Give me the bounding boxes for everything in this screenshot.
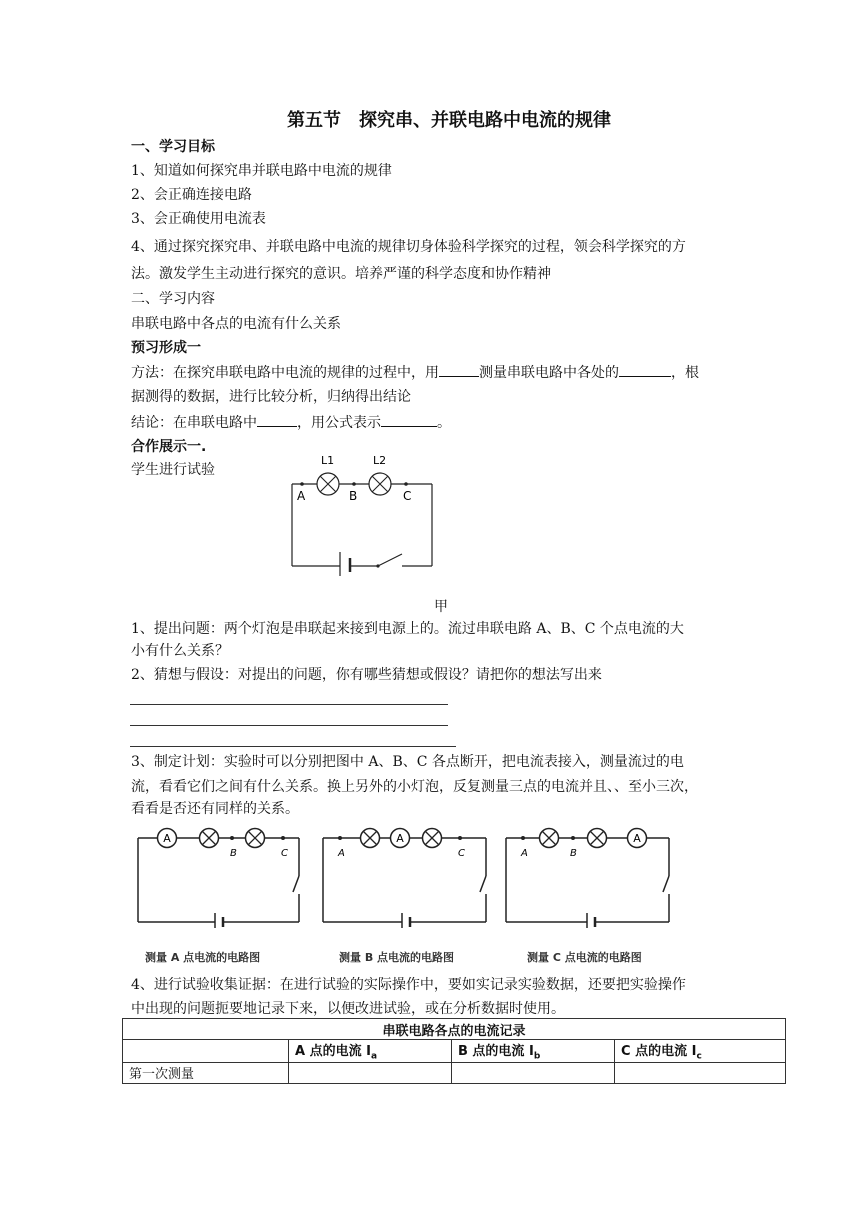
circuit-caption: 测量 B 点电流的电路图 [339, 951, 455, 964]
table-cell[interactable] [615, 1062, 786, 1083]
point-label-a: A [297, 489, 306, 503]
conclusion-blank-2[interactable] [381, 412, 437, 427]
table-title: 串联电路各点的电流记录 [123, 1019, 786, 1040]
svg-text:B: B [230, 848, 237, 859]
series-circuit-diagram [282, 448, 442, 580]
table-header-empty [123, 1040, 289, 1063]
question-3: 3、制定计划：实验时可以分别把图中 A、B、C 各点断开，把电流表接入，测量流过的电 [131, 754, 684, 770]
circuit-caption: 测量 C 点电流的电路图 [527, 951, 642, 964]
table-cell[interactable] [289, 1062, 452, 1083]
conclusion-line: 结论：在串联电路中 ，用公式表示 。 [131, 412, 451, 433]
method-line-2: 据测得的数据，进行比较分析，归纳得出结论 [131, 389, 411, 405]
goal-item: 4、通过探究探究串、并联电路中电流的规律切身体验科学探究的过程，领会科学探究的方 [131, 239, 686, 255]
page-title: 第五节 探究串、并联电路中电流的规律 [287, 110, 611, 131]
switch-lever [378, 554, 402, 566]
svg-text:B: B [570, 848, 577, 859]
coop-heading: 合作展示一. [131, 439, 207, 455]
svg-text:A: A [338, 848, 345, 859]
svg-text:A: A [163, 832, 171, 845]
question-1: 1、提出问题：两个灯泡是串联起来接到电源上的。流过串联电路 A、B、C 个点电流的大 [131, 621, 684, 637]
goal-item: 1、知道如何探究串并联电路中电流的规律 [131, 163, 392, 179]
svg-text:C: C [458, 848, 465, 859]
question-2: 2、猜想与假设：对提出的问题，你有哪些猜想或假设？请把你的想法写出来 [131, 667, 602, 683]
lamp-label-l2: L2 [373, 454, 387, 467]
goal-item: 2、会正确连接电路 [131, 187, 252, 203]
svg-text:A: A [396, 832, 404, 845]
table-header-b: B 点的电流 $I_b$ [452, 1040, 615, 1063]
goal-item: 法。激发学生主动进行探究的意识。培养严谨的科学态度和协作精神 [131, 266, 551, 282]
preview-heading: 预习形成一 [131, 340, 201, 356]
answer-line[interactable] [130, 725, 448, 726]
circuit-diagram-measure-a [133, 826, 305, 928]
table-row-label: 第一次测量 [123, 1062, 289, 1083]
svg-text:A: A [521, 848, 528, 859]
current-record-table [122, 1018, 786, 1084]
point-label-c: C [403, 489, 412, 503]
table-header-c: C 点的电流 $I_c$ [615, 1040, 786, 1063]
svg-text:A: A [633, 832, 641, 845]
diagram-caption: 甲 [434, 599, 448, 615]
circuit-diagram-measure-b [320, 826, 492, 928]
content-topic: 串联电路中各点的电流有什么关系 [131, 316, 341, 332]
question-1: 小有什么关系？ [131, 643, 229, 659]
circuit-diagram-measure-c [503, 826, 675, 928]
svg-text:C: C [281, 848, 288, 859]
conclusion-blank-1[interactable] [257, 412, 297, 427]
table-cell[interactable] [452, 1062, 615, 1083]
answer-line[interactable] [130, 704, 448, 705]
answer-line[interactable] [130, 746, 456, 747]
table-row [123, 1062, 786, 1083]
question-3: 看看是否还有同样的关系。 [131, 801, 299, 817]
content-heading: 二、学习内容 [131, 291, 215, 307]
method-blank-2[interactable] [619, 362, 671, 377]
goals-heading: 一、学习目标 [131, 139, 215, 155]
method-line-1: 方法：在探究串联电路中电流的规律的过程中，用 测量串联电路中各处的 ，根 [131, 362, 699, 383]
question-3: 流，看看它们之间有什么关系。换上另外的小灯泡，反复测量三点的电流并且、、至小三次， [131, 779, 698, 795]
point-label-b: B [349, 489, 358, 503]
question-4: 中出现的问题扼要地记录下来，以便改进试验，或在分析数据时使用。 [131, 1001, 565, 1017]
method-blank-1[interactable] [439, 362, 479, 377]
circuit-caption: 测量 A 点电流的电路图 [145, 951, 261, 964]
question-4: 4、进行试验收集证据：在进行试验的实际操作中，要如实记录实验数据，还要把实验操作 [131, 977, 686, 993]
lamp-label-l1: L1 [321, 454, 335, 467]
goal-item: 3、会正确使用电流表 [131, 211, 266, 227]
table-header-a: A 点的电流 $I_a$ [289, 1040, 452, 1063]
experiment-label: 学生进行试验 [131, 462, 215, 478]
